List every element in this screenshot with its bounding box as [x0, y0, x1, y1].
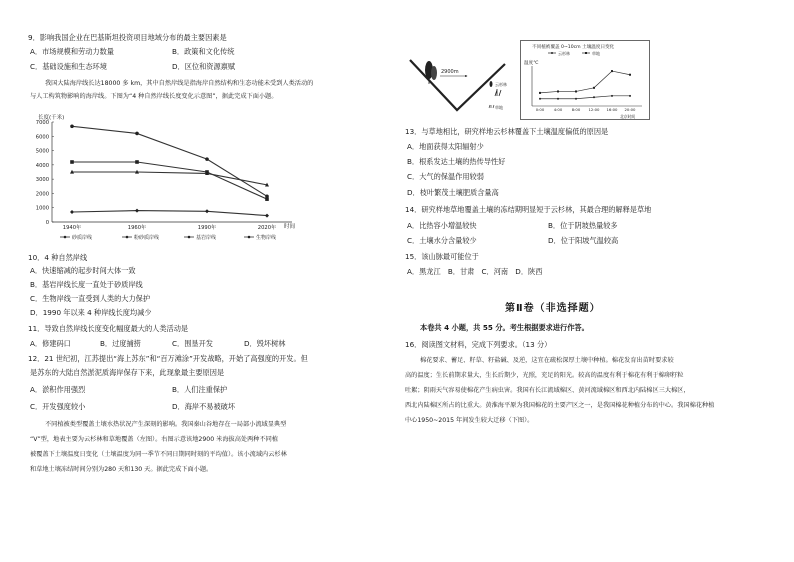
passage1-line1: 我国大陆海岸线长达18000 多 km，其中自然岸线是指海岸自然结构和生态功能未受到人类活动的 [45, 80, 314, 87]
soil-temperature-chart [520, 40, 650, 120]
legend-marker [188, 236, 191, 239]
q10-option-a[interactable]: A．快速缩减的起步时间大体一致 [30, 266, 136, 275]
x-tick-label: 1940年 [62, 225, 82, 231]
q9-option-a[interactable]: A．市场规模和劳动力数量 [30, 47, 114, 56]
soil-legend-spruce: 云杉林 [558, 51, 570, 56]
section-title: 第Ⅱ卷（非选择题） [505, 303, 601, 314]
soil-data-point [611, 95, 613, 97]
soil-data-point [539, 98, 541, 100]
data-point [265, 197, 269, 201]
soil-ylabel: 温度℃ [524, 61, 539, 66]
q15-stem: 15．该山脉最可能位于 [405, 252, 479, 261]
q11-option-d[interactable]: D．毁坏树林 [244, 339, 286, 348]
section-note: 本卷共 4 小题，共 55 分。考生根据要求进行作答。 [420, 323, 589, 332]
chart-xlabel: 时间 [284, 224, 296, 230]
soil-x-tick-label: 20:00 [624, 107, 636, 112]
q13-option-d[interactable]: D．枝叶繁茂土壤肥质含量高 [407, 188, 499, 197]
q16-line3: 吐絮；阴雨天气容易使棉花产生病虫害。我国有长江流域棉区、黄河流域棉区和西北内陆棉区三大棉区， [405, 387, 690, 394]
q14-option-d[interactable]: D．位于阳坡气温较高 [548, 236, 619, 245]
soil-series-line-2 [540, 71, 630, 93]
grass-icon [495, 89, 501, 96]
q13-option-b[interactable]: B．根系发达土壤的热传导性好 [407, 157, 506, 166]
soil-data-point [593, 96, 595, 98]
altitude-label: 2900m [441, 69, 459, 75]
data-point [265, 214, 269, 218]
passage2-line4: 和草地土壤冻结时间分别为280 天和130 天。据此完成下面小题。 [30, 466, 213, 473]
q11-option-a[interactable]: A．修建码口 [30, 339, 71, 348]
spruce-forest-icon [425, 61, 437, 84]
legend-label: 基岩岸线 [196, 235, 217, 241]
soil-data-point [611, 70, 613, 72]
soil-data-point [629, 74, 631, 76]
soil-data-point [539, 92, 541, 94]
q9-stem: 9．影响我国企业在巴基斯坦投资项目地域分布的最主要因素是 [28, 33, 227, 42]
data-point [70, 124, 74, 128]
q12-option-a[interactable]: A．淤积作用强烈 [30, 385, 86, 394]
data-point [70, 160, 74, 164]
q16-line5: 中心1950~2015 年间发生较大迁移（下图）。 [405, 417, 534, 424]
legend-label: 生物岸线 [256, 235, 277, 241]
passage2-line2: “V”型，地表主要为云杉林和草地覆盖（左图）。右图示意该地2900 米海拔高处两种不同植 [30, 436, 279, 443]
soil-x-tick-label: 12:00 [588, 107, 600, 112]
x-tick-label: 1990年 [197, 225, 217, 231]
data-point [135, 160, 139, 164]
y-tick-label: 1000 [35, 205, 49, 212]
soil-chart-title: 不同植被覆盖 0~10cm 土壤温度日变化 [532, 45, 615, 50]
passage2-line3: 被覆盖下土壤温度日变化（土壤温度为同一季节不同日期同时刻的平均值）。该小流域内云杉林 [30, 451, 287, 458]
q13-stem: 13．与草地相比，研究样地云杉林覆盖下土壤温度偏低的原因是 [405, 127, 609, 136]
legend-marker [126, 236, 129, 239]
q14-option-a[interactable]: A．比热容小增温较快 [407, 221, 477, 230]
passage2-line1: 不同植被类型覆盖土壤水热状况产生深刻的影响。我国秦山谷地存在一局部小流域显典型 [45, 421, 287, 428]
q11-option-c[interactable]: C．围垦开发 [172, 339, 213, 348]
soil-data-point [629, 95, 631, 97]
soil-x-tick-label: 0:00 [535, 107, 545, 112]
soil-x-tick-label: 8:00 [571, 107, 581, 112]
q16-line4: 西北内陆棉区所占的比重大。黄淮海平原为我国棉花的主要产区之一，是我国棉花种植分布的中心。我国棉花种植 [405, 402, 715, 409]
coastline-length-chart [22, 110, 312, 250]
q16-line2: 高的温度；生长前期求量大，生长后期少，光照，充足的阳光。较高的温度有利于棉花有利于棉卵籽粒 [405, 372, 684, 379]
q12-option-b[interactable]: B．人们注重保护 [172, 385, 228, 394]
soil-legend [548, 50, 600, 56]
y-tick-label: 7000 [35, 120, 49, 126]
legend-label: 粉砂质岸线 [134, 235, 160, 241]
data-point [135, 209, 139, 213]
soil-x-tick-label: 4:00 [553, 107, 563, 112]
q12-line2: 是苏东的大陆自然淤泥质海岸保存下来，此现象最主要原因是 [30, 368, 225, 377]
soil-data-point [575, 90, 577, 92]
q11-stem: 11．导致自然岸线长度变化幅度最大的人类活动是 [28, 324, 189, 333]
valley-legend [489, 81, 507, 110]
q13-option-a[interactable]: A．地面获得太阳辐射少 [407, 142, 484, 151]
q16-stem: 16．阅读图文材料，完成下列要求。（13 分） [405, 340, 552, 349]
y-tick-label: 2000 [35, 191, 49, 198]
q15-options[interactable]: A．黑龙江 B．甘肃 C．河南 D．陕西 [407, 267, 543, 276]
x-tick-label: 1960年 [127, 225, 147, 231]
soil-data-point [575, 98, 577, 100]
soil-series-line-1 [540, 96, 630, 99]
y-tick-label: 3000 [35, 177, 49, 184]
soil-x-tick-label: 16:00 [606, 107, 618, 112]
q9-option-d[interactable]: D．区位和资源禀赋 [172, 62, 236, 71]
q10-option-b[interactable]: B．基岩岸线长度一直处于砂质岸线 [30, 280, 143, 289]
q11-option-b[interactable]: B．过度捕捞 [100, 339, 141, 348]
soil-data-point [557, 90, 559, 92]
data-point [70, 210, 74, 214]
y-tick-label: 0 [45, 220, 49, 226]
q12-line1: 12．21 世纪初，江苏提出“海上苏东”和“百万滩涂”开发战略，开始了高强度的开发。但 [28, 354, 308, 363]
q10-option-d[interactable]: D．1990 年以来 4 种岸线长度均减少 [30, 308, 152, 317]
q14-option-c[interactable]: C．土壤水分含量较少 [407, 236, 477, 245]
q10-option-c[interactable]: C．生物岸线一直受到人类的大力保护 [30, 294, 151, 303]
legend-marker [248, 236, 251, 239]
q12-option-d[interactable]: D．海岸不易被破坏 [172, 402, 236, 411]
q14-option-b[interactable]: B．位于阴坡热量较多 [548, 221, 618, 230]
data-point [135, 132, 139, 136]
q13-option-c[interactable]: C．大气的保温作用较弱 [407, 172, 484, 181]
data-point [205, 209, 209, 213]
y-tick-label: 5000 [35, 148, 49, 155]
series-line-4 [72, 211, 267, 216]
q10-stem: 10．4 种自然岸线 [28, 253, 88, 262]
valley-legend-grass: 草地 [495, 105, 503, 110]
y-tick-label: 4000 [35, 162, 49, 169]
q12-option-c[interactable]: C．开发强度较小 [30, 402, 86, 411]
q16-line1: 棉花要求、蓄足、籽草、籽盐碱、及逆，这宜在疏松深厚土壤中种植。棉花发育出苗时要求较 [420, 357, 674, 364]
series-line-2 [72, 162, 267, 199]
q9-option-c[interactable]: C．基础设施和生态环境 [30, 62, 107, 71]
soil-data-point [593, 87, 595, 89]
q14-stem: 14．研究样地草地覆盖土壤的冻结期明显短于云杉林，其最合理的解释是草地 [405, 205, 652, 214]
soil-legend-grass: 草地 [592, 51, 600, 56]
passage1-line2: 与人工构筑物影响的海岸线。下图为“4 种自然岸线长度变化示意图”，据此完成下面小题。 [30, 93, 278, 100]
soil-data-point [557, 98, 559, 100]
chart-ylabel: 长度(千米) [38, 115, 65, 121]
valley-legend-spruce: 云杉林 [495, 82, 507, 87]
soil-xlabel: 北京时间 [620, 114, 636, 119]
x-tick-label: 2020年 [257, 225, 277, 231]
data-point [205, 157, 209, 161]
y-tick-label: 6000 [35, 134, 49, 141]
q9-option-b[interactable]: B．政策和文化传统 [172, 47, 235, 56]
legend-label: 砂质岸线 [72, 235, 93, 241]
valley-diagram [405, 48, 515, 118]
legend-marker [64, 236, 67, 239]
